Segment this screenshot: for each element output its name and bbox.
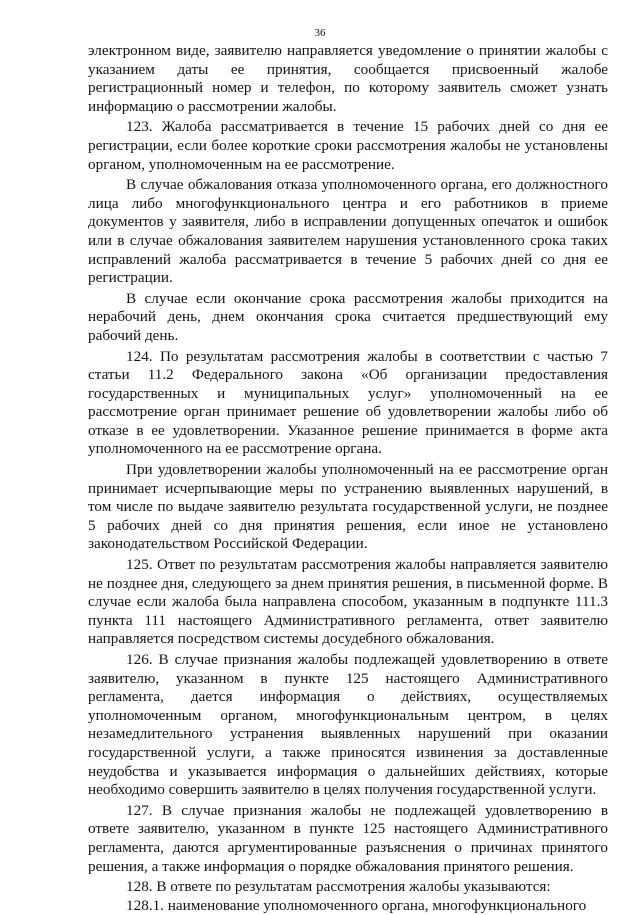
paragraph-128: 128. В ответе по результатам рассмотрения жалобы указываются:: [126, 878, 551, 896]
paragraph-123: 123. Жалоба рассматривается в течение 15 рабочих дней со дня ее регистрации, если более короткие сроки рассмотрения жалобы не установлены органом, уполномоченным на ее рассмотрение.: [88, 118, 608, 173]
page-number: 36: [314, 27, 326, 39]
paragraph-124: 124. По результатам рассмотрения жалобы в соответствии с частью 7 статьи 11.2 Федерального закона «Об организации предоставления государственных и муниципальных услуг» уполномоченный на ее рассмотрение орган принимает решение об удовлетворении жалобы либо об отказе в ее удовлетворении. Указанное решение принимается в форме акта уполномоченного на ее рассмотрение органа.: [88, 347, 608, 458]
paragraph-126: 126. В случае признания жалобы подлежащей удовлетворению в ответе заявителю, указанном в пункте 125 настоящего Административного регламента, дается информация о действиях, осуществляемых уполномоченным органом, многофункциональным центром, в целях незамедлительного устранения выявленных нарушений при оказании государственной услуги, а также приносятся извинения за доставленные неудобства и указывается информация о дальнейших действиях, которые необходимо совершить заявителю в целях получения государственной услуги.: [88, 651, 608, 799]
paragraph-125: 125. Ответ по результатам рассмотрения жалобы направляется заявителю не позднее дня, следующего за днем принятия решения, в письменной форме. В случае если жалоба была направлена способом, указанным в подпункте 111.3 пункта 111 настоящего Административного регламента, ответ заявителю направляется посредством системы досудебного обжалования.: [88, 556, 608, 648]
paragraph-127: 127. В случае признания жалобы не подлежащей удовлетворению в ответе заявителю, указанном в пункте 125 настоящего Административного регламента, даются аргументированные разъяснения о причинах принятого решения, а также информация о порядке обжалования принятого решения.: [88, 801, 608, 875]
document-body: [88, 42, 608, 915]
paragraph-123-appeal: В случае обжалования отказа уполномоченного органа, его должностного лица либо многофункционального центра и его работников в приеме документов у заявителя, либо в исправлении допущенных опечаток и ошибок или в случае обжалования заявителем нарушения установленного срока таких исправлений жалоба рассматривается в течение 5 рабочих дней со дня ее регистрации.: [88, 176, 608, 287]
paragraph-124-satisfaction: При удовлетворении жалобы уполномоченный на ее рассмотрение орган принимает исчерпывающие меры по устранению выявленных нарушений, в том числе по выдаче заявителю результата государственной услуги, не позднее 5 рабочих дней со дня принятия решения, если иное не установлено законодательством Российской Федерации.: [88, 461, 608, 553]
paragraph-128-1: 128.1. наименование уполномоченного органа, многофункционального: [126, 896, 587, 914]
paragraph-continuation: электронном виде, заявителю направляется уведомление о принятии жалобы с указанием даты ее принятия, сообщается присвоенный жалобе регистрационный номер и телефон, по которому заявитель сможет узнать информацию о рассмотрении жалобы.: [88, 42, 608, 115]
paragraph-123-nonworking-day: В случае если окончание срока рассмотрения жалобы приходится на нерабочий день, днем окончания срока считается предшествующий ему рабочий день.: [88, 289, 608, 344]
